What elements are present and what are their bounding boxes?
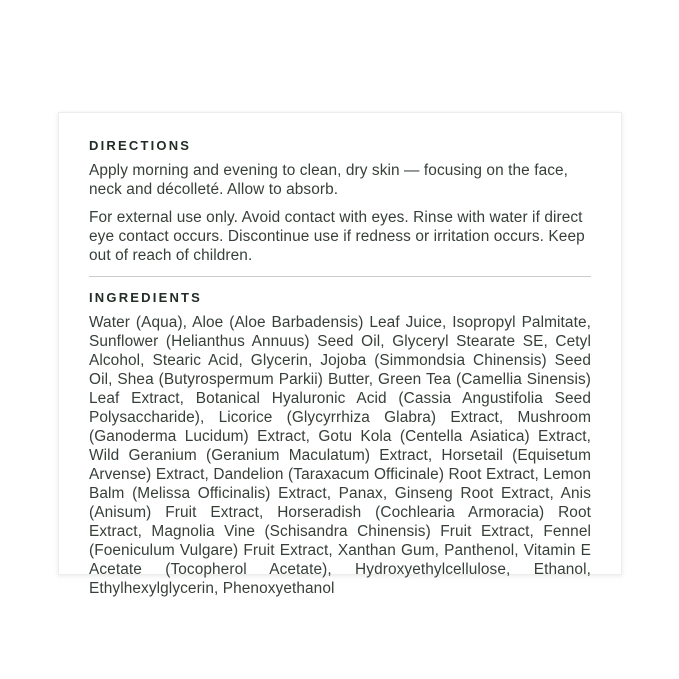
ingredients-section: [89, 290, 591, 598]
directions-heading: DIRECTIONS: [89, 138, 192, 153]
directions-usage-paragraph: Apply morning and evening to clean, dry skin — focusing on the face, neck and décolleté. Allow to absorb.: [89, 162, 569, 198]
section-divider: [89, 276, 591, 277]
directions-section: [89, 138, 591, 265]
ingredients-heading: INGREDIENTS: [89, 290, 203, 305]
product-label-card: [58, 112, 622, 597]
directions-warning-paragraph: For external use only. Avoid contact with eyes. Rinse with water if direct eye contact occurs. Discontinue use if redness or irritation occurs. Keep out of reach of children.: [89, 209, 585, 264]
ingredients-list-paragraph: Water (Aqua), Aloe (Aloe Barbadensis) Leaf Juice, Isopropyl Palmitate, Sunflower (Helianthus Annuus) Seed Oil, Glyceryl Stearate SE, Cetyl Alcohol, Stearic Acid, Glycerin, Jojoba (Simmondsia Chinensis) Seed Oil, Shea (Butyrospermum Parkii) Butter, Green Tea (Camellia Sinensis) Leaf Extract, Botanical Hyaluronic Acid (Cassia Angustifolia Seed Polysaccharide), Licorice (Glycyrrhiza Glabra) Extract, Mushroom (Ganoderma Lucidum) Extract, Gotu Kola (Centella Asiatica) Extract, Wild Geranium (Geranium Maculatum) Extract, Horsetail (Equisetum Arvense) Extract, Dandelion (Taraxacum Officinale) Root Extract, Lemon Balm (Melissa Officinalis) Extract, Panax, Ginseng Root Extract, Anis (Anisum) Fruit Extract, Horseradish (Cochlearia Armoracia) Root Extract, Magnolia Vine (Schisandra Chinensis) Fruit Extract, Fennel (Foeniculum Vulgare) Fruit Extract, Xanthan Gum, Panthenol, Vitamin E Acetate (Tocopherol Acetate), Hydroxyethylcellulose, Ethanol, Ethylhexylglycerin, Phenoxyethanol: [89, 314, 591, 597]
